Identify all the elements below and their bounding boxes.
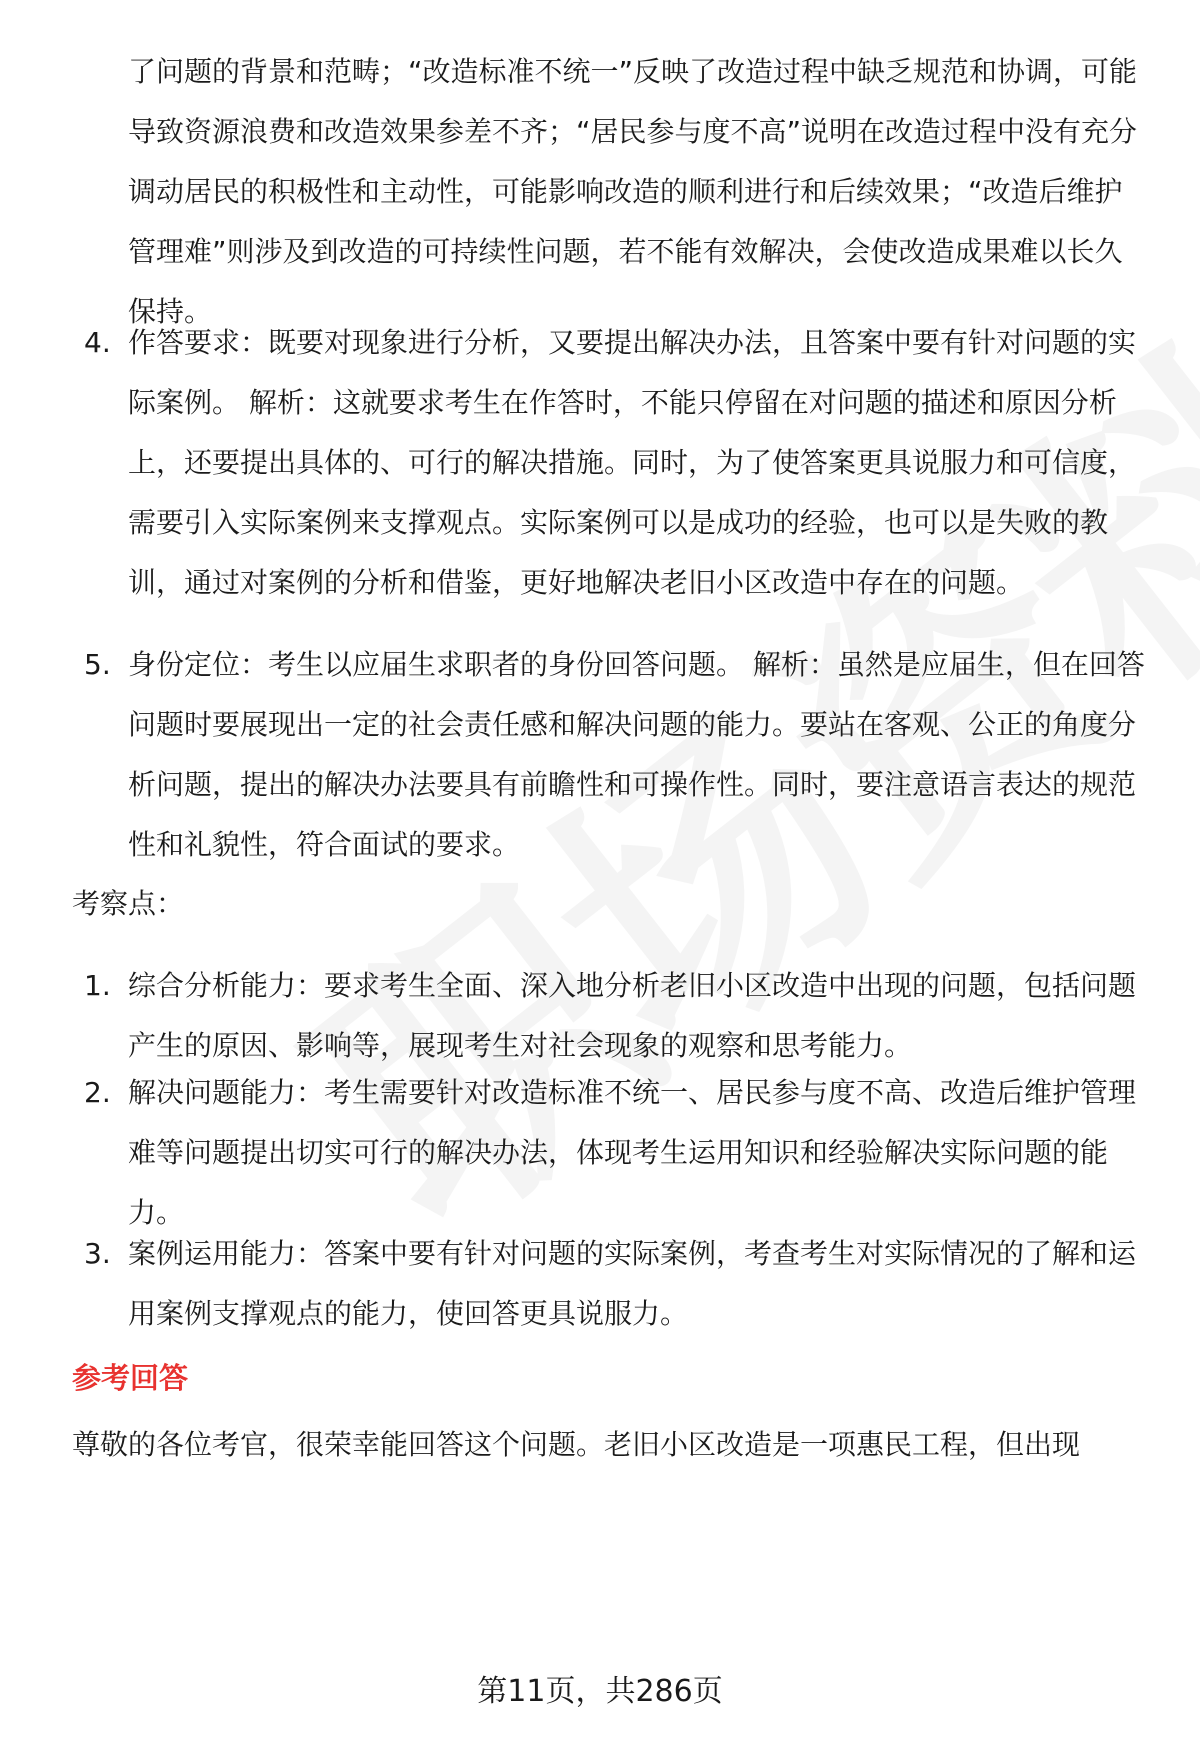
- intro-paragraph: 了问题的背景和范畴；“改造标准不统一”反映了改造过程中缺乏规范和协调，可能导致资源浪费和改造效果参差不齐；“居民参与度不高”说明在改造过程中没有充分调动居民的积极性和主动性，可能影响改造的顺利进行和后续效果；“改造后维护管理难”则涉及到改造的可持续性问题，若不能有效解决，会使改造成果难以长久保持。: [128, 55, 1138, 328]
- list-item-number: 1.: [84, 969, 111, 1002]
- list-item-text: 解决问题能力：考生需要针对改造标准不统一、居民参与度不高、改造后维护管理难等问题提出切实可行的解决办法，体现考生运用知识和经验解决实际问题的能力。: [128, 1076, 1137, 1229]
- exam-points-label: 考察点：: [72, 887, 185, 920]
- reference-answer-heading: 参考回答: [72, 1361, 189, 1395]
- list-item-text: 身份定位：考生以应届生求职者的身份回答问题。 解析：虽然是应届生，但在回答问题时要展现出一定的社会责任感和解决问题的能力。要站在客观、公正的角度分析问题，提出的解决办法要具有前瞻性和可操作性。同时，要注意语言表达的规范性和礼貌性，符合面试的要求。: [128, 648, 1145, 861]
- list-item-text: 综合分析能力：要求考生全面、深入地分析老旧小区改造中出现的问题，包括问题产生的原因、影响等，展现考生对社会现象的观察和思考能力。: [128, 969, 1137, 1062]
- reference-answer-paragraph: 尊敬的各位考官，很荣幸能回答这个问题。老旧小区改造是一项惠民工程，但出现: [72, 1428, 1081, 1461]
- list-item-number: 3.: [84, 1237, 111, 1270]
- list-item-text: 案例运用能力：答案中要有针对问题的实际案例，考查考生对实际情况的了解和运用案例支撑观点的能力，使回答更具说服力。: [128, 1237, 1137, 1330]
- list-item-number: 5.: [84, 648, 111, 681]
- list-item-number: 2.: [84, 1076, 111, 1109]
- list-item-text: 作答要求：既要对现象进行分析，又要提出解决办法，且答案中要有针对问题的实际案例。 解析：这就要求考生在作答时，不能只停留在对问题的描述和原因分析上，还要提出具体的、可行的解决措施。同时，为了使答案更具说服力和可信度，需要引入实际案例来支撑观点。实际案例可以是成功的经验，也可以是失败的教训，通过对案例的分析和借鉴，更好地解决老旧小区改造中存在的问题。: [128, 326, 1137, 599]
- list-item-number: 4.: [84, 326, 111, 359]
- page-number-footer: 第11页，共286页: [477, 1674, 723, 1709]
